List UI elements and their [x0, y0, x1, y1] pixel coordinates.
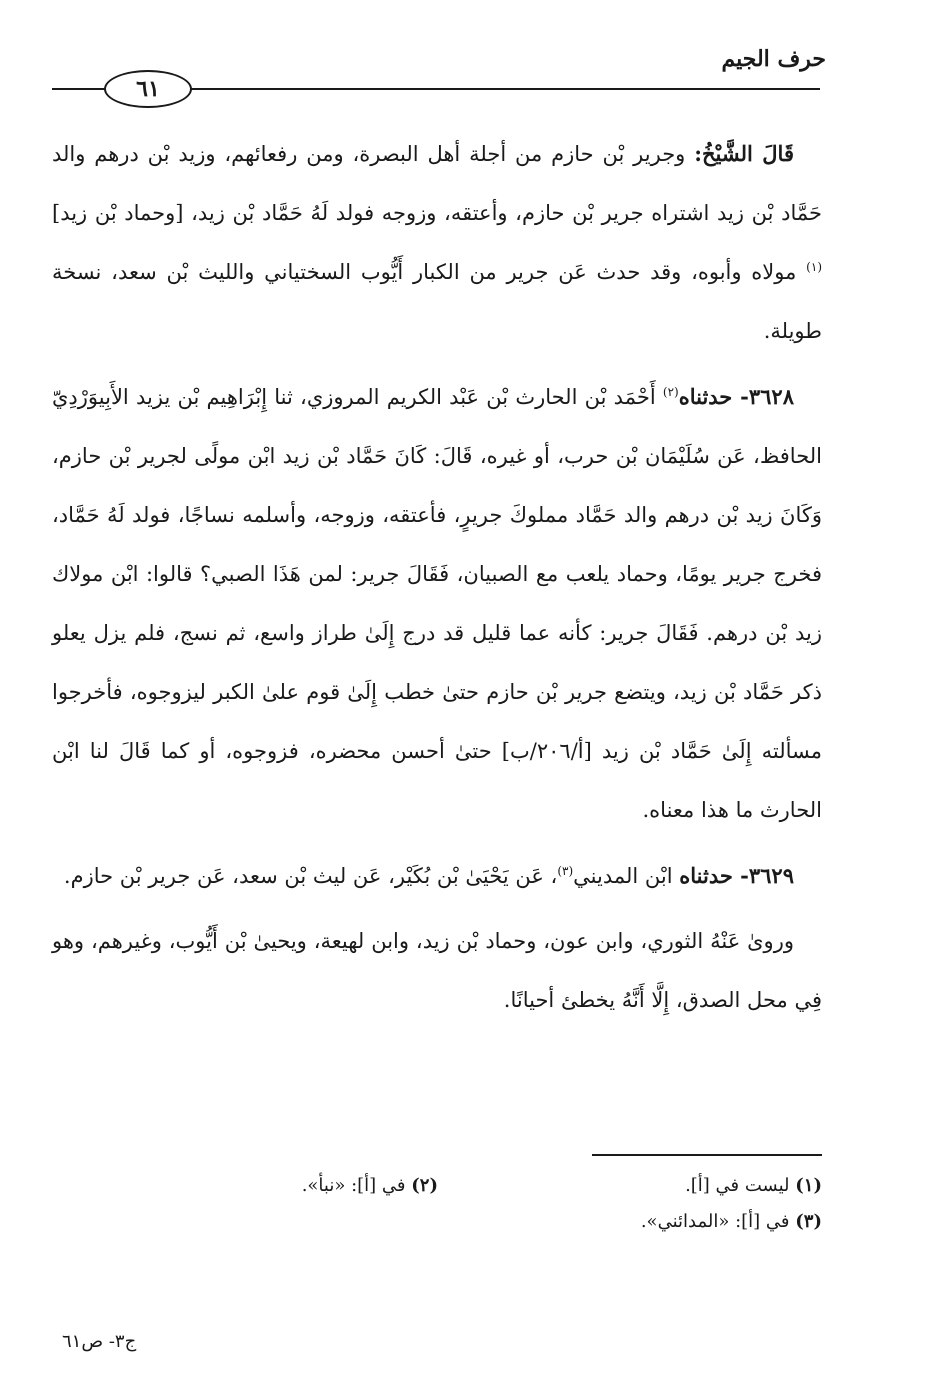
footnote-number: (١)	[795, 1175, 822, 1196]
hadith-number: ٣٦٢٩- حدثناه	[679, 863, 794, 888]
footnote-2	[302, 1168, 438, 1204]
footnotes	[52, 1168, 822, 1240]
paragraph-hadith-3629	[52, 846, 822, 906]
footnote-marker: (٣)	[557, 864, 574, 878]
footnote-text: ليست في [أ].	[685, 1175, 790, 1196]
body-text	[52, 124, 822, 1036]
footnote-text: في [أ]: «نبأ».	[301, 1175, 406, 1196]
chapter-title: حرف الجيم	[721, 46, 826, 72]
paragraph-text: ابْن المديني	[573, 864, 680, 888]
paragraph-text: وروىٰ عَنْهُ الثوري، وابن عون، وحماد بْن زيد، وابن لهيعة، ويحيىٰ بْن أَيُّوب، وغيرهم، وهو فِي محل الصدق، إِلَّا أَنَّهُ يخطئ أحيانًا.	[52, 929, 822, 1012]
paragraph-text: وجرير بْن حازم من أجلة أهل البصرة، ومن رفعائهم، وزيد بْن درهم والد حَمَّاد بْن زيد اشتراه جرير بْن حازم، وأعتقه، وزوجه فولد لَهُ حَمَّاد بْن زيد، [وحماد بْن زيد]	[52, 142, 822, 225]
paragraph-intro	[52, 124, 822, 361]
paragraph-text: مولاه وأبوه، وقد حدث عَن جرير من الكبار أَيُّوب السختياني والليث بْن سعد، نسخة طويلة.	[52, 260, 822, 343]
footnote-rule	[592, 1154, 822, 1156]
footnote-marker: (٢)	[662, 385, 679, 399]
footnote-number: (٢)	[411, 1175, 438, 1196]
footnote-row	[52, 1168, 822, 1204]
footnote-text: في [أ]: «المدائني».	[640, 1211, 790, 1232]
page-number-oval: ٦١	[104, 70, 192, 108]
footnote-number: (٣)	[795, 1211, 822, 1232]
volume-page-reference: ج٣- ص٦١	[62, 1331, 137, 1352]
paragraph-text: أَحْمَد بْن الحارث بْن عَبْد الكريم المروزي، ثنا إِبْرَاهِيم بْن يزيد الأَبِيوَرْدِيّ الحافظ، عَن سُلَيْمَان بْن حرب، أو غيره، قَالَ: كَانَ حَمَّاد بْن زيد ابْن مولًى لجرير بْن حازم، وَكَانَ زيد بْن درهم والد حَمَّاد مملوكَ جريرٍ، فأعتقه، وزوجه، وأسلمه نساجًا، فولد لَهُ حَمَّاد، فخرج جرير يومًا، وحماد يلعب مع الصبيان، فَقَالَ جرير: لمن هَذَا الصبي؟ قالوا: ابْن مولاك زيد بْن درهم. فَقَالَ جرير: كأنه عما قليل قد درج إِلَىٰ طراز واسع، ثم نسج، فلم يزل يعلو ذكر حَمَّاد بْن زيد، ويتضع جرير بْن حازم حتىٰ خطب إِلَىٰ قوم علىٰ الكبر ليزوجوه، فأخرجوا مسألته إِلَىٰ حَمَّاد بْن زيد [أ/٢٠٦/ب] حتىٰ أحسن محضره، فزوجوه، أو كما قَالَ لنا ابْن الحارث ما هذا معناه.	[52, 385, 822, 822]
paragraph-narrators	[52, 912, 822, 1030]
footnote-3	[641, 1204, 822, 1240]
footnote-marker: (١)	[806, 260, 822, 274]
footnote-row	[52, 1204, 822, 1240]
paragraph-text: ، عَن يَحْيَىٰ بْن بُكَيْر، عَن ليث بْن سعد، عَن جرير بْن حازم.	[63, 864, 558, 888]
paragraph-hadith-3628	[52, 367, 822, 840]
footnote-1	[685, 1168, 822, 1204]
hadith-number: ٣٦٢٨- حدثناه	[678, 384, 794, 409]
paragraph-lead: قَالَ الشَّيْخُ:	[694, 141, 794, 166]
